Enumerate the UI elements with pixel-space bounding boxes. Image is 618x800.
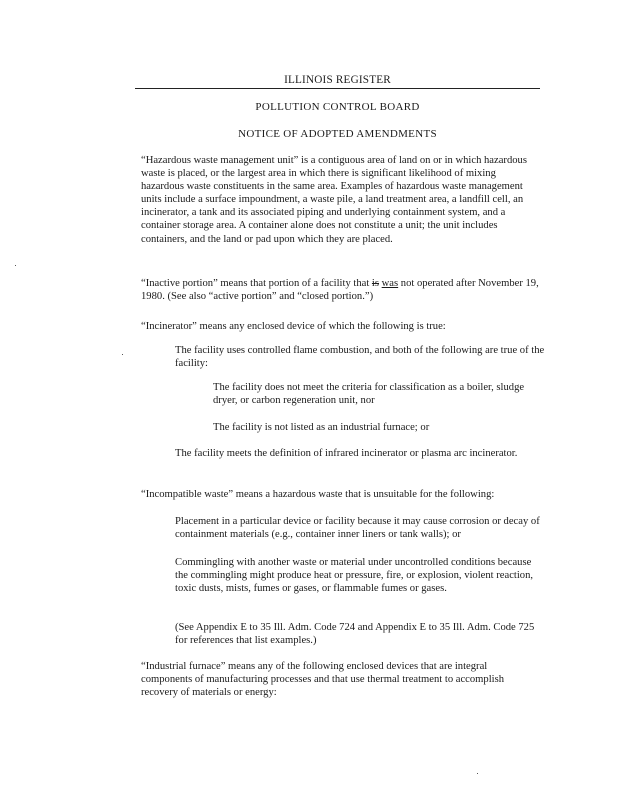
definition-incompatible-waste: “Incompatible waste” means a hazardous waste that is unsuitable for the following:	[141, 489, 495, 500]
inactive-portion-text-start: “Inactive portion” means that portion of a facility that	[141, 278, 372, 289]
incompatible-waste-criterion-a: Placement in a particular device or facility because it may cause corrosion or decay of containment materials (e.g., container inner liners or tank walls); or	[175, 516, 540, 541]
header-rule	[135, 88, 540, 89]
register-title: ILLINOIS REGISTER	[284, 74, 391, 86]
incinerator-criterion-a-i: The facility does not meet the criteria for classification as a boiler, sludge dryer, or carbon regeneration unit, nor	[213, 382, 525, 407]
definition-incinerator: “Incinerator” means any enclosed device of which the following is true:	[141, 321, 446, 332]
board-title: POLLUTION CONTROL BOARD	[255, 101, 420, 113]
inactive-portion-text-end: not operated after November 19, 1980. (See also “active portion” and “closed portion.”)	[141, 278, 539, 303]
incinerator-criterion-b: The facility meets the definition of infrared incinerator or plasma arc incinerator.	[175, 448, 518, 459]
definition-industrial-furnace: “Industrial furnace” means any of the following enclosed devices that are integral components of manufacturing processes and that use thermal treatment to accomplish recovery of materials or energy:	[141, 661, 505, 699]
notice-title: NOTICE OF ADOPTED AMENDMENTS	[238, 128, 437, 140]
scan-speck	[477, 773, 478, 774]
deleted-text: is	[371, 278, 379, 289]
incompatible-waste-reference-note: (See Appendix E to 35 Ill. Adm. Code 724 and Appendix E to 35 Ill. Adm. Code 725 for references that list examples.)	[175, 622, 535, 647]
incompatible-waste-criterion-b: Commingling with another waste or material under uncontrolled conditions because the commingling might produce heat or pressure, fire, or explosion, violent reaction, toxic dusts, mists, fumes or gases, or flammable fumes or gases.	[175, 557, 534, 595]
inserted-text: was	[381, 278, 399, 289]
definition-hazardous-waste-management-unit: “Hazardous waste management unit” is a contiguous area of land on or in which hazardous waste is placed, or the largest area in which there is significant likelihood of mixing hazardous waste constituents in the same area. Examples of hazardous waste management units include a surface impoundment, a waste pile, a land treatment area, a landfill cell, an incinerator, a tank and its associated piping and underlying containment system, and a container storage area. A container alone does not constitute a unit; the unit includes containers, and the land or pad upon which they are placed.	[141, 155, 527, 245]
scan-speck	[15, 265, 16, 266]
incinerator-criterion-a: The facility uses controlled flame combustion, and both of the following are true of the facility:	[175, 345, 545, 370]
definition-inactive-portion	[141, 277, 541, 303]
incinerator-criterion-a-ii: The facility is not listed as an industrial furnace; or	[213, 422, 430, 433]
scan-speck	[122, 354, 123, 355]
